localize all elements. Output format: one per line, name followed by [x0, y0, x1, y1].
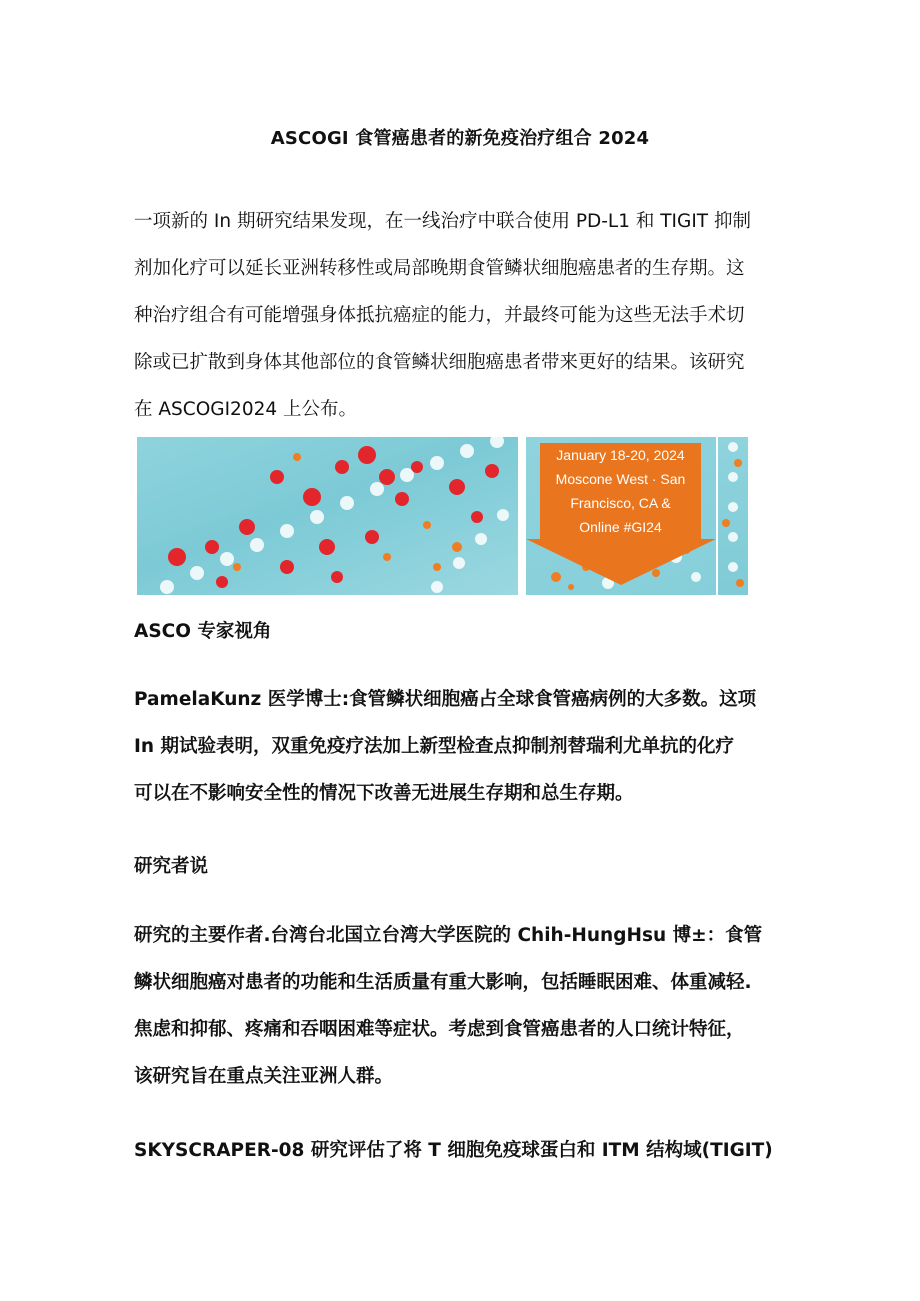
badge-hashtag: Online #GI24: [579, 519, 662, 535]
conference-banner-image: [137, 437, 748, 595]
researcher-quote-paragraph: 研究的主要作者.台湾台北国立台湾大学医院的 Chih-HungHsu 博±：食管 鳞状细胞癌对患者的功能和生活质量有重大影响，包括睡眠困难、体重减轻. 焦虑和抑郁、疼痛和吞咽困难等症状。考虑到食管癌患者的人口统计特征， 该研究旨在重点关注亚洲人群。: [134, 925, 763, 1087]
banner-cells-panel: [137, 437, 518, 595]
expert-quote-paragraph: PamelaKunz 医学博士:食管鳞状细胞癌占全球食管癌病例的大多数。这项 In 期试验表明，双重免疫疗法加上新型检查点抑制剂替瑞利尤单抗的化疗 可以在不影响安全性的情况下改善无进展生存期和总生存期。: [134, 689, 757, 804]
expert-section-heading: ASCO 专家视角: [134, 621, 272, 642]
cell-illustration: [137, 437, 518, 595]
intro-paragraph: 一项新的 In 期研究结果发现，在一线治疗中联合使用 PD-L1 和 TIGIT 抑制 剂加化疗可以延长亚洲转移性或局部晚期食管鳞状细胞癌患者的生存期。这 种治疗组合有可能增强身体抵抗癌症的能力，并最终可能为这些无法手术切 除或已扩散到身体其他部位的食管鳞状细胞癌患者带来更好的结果。该研究 在 ASCOGI2024 上公布。: [134, 211, 751, 420]
badge-city: Francisco, CA &: [570, 495, 671, 511]
conference-badge: [540, 443, 701, 539]
badge-venue: Moscone West · San: [555, 471, 686, 487]
study-paragraph: SKYSCRAPER-08 研究评估了将 T 细胞免疫球蛋白和 ITM 结构域(TIGIT): [134, 1140, 773, 1161]
document-title: ASCOGI 食管癌患者的新免疫治疗组合 2024: [270, 128, 650, 149]
researcher-section-heading: 研究者说: [134, 856, 209, 877]
banner-edge-strip: [718, 437, 748, 595]
cell-illustration-strip: [718, 437, 748, 595]
badge-date: January 18-20, 2024: [556, 447, 685, 463]
badge-arrow: [526, 539, 716, 585]
